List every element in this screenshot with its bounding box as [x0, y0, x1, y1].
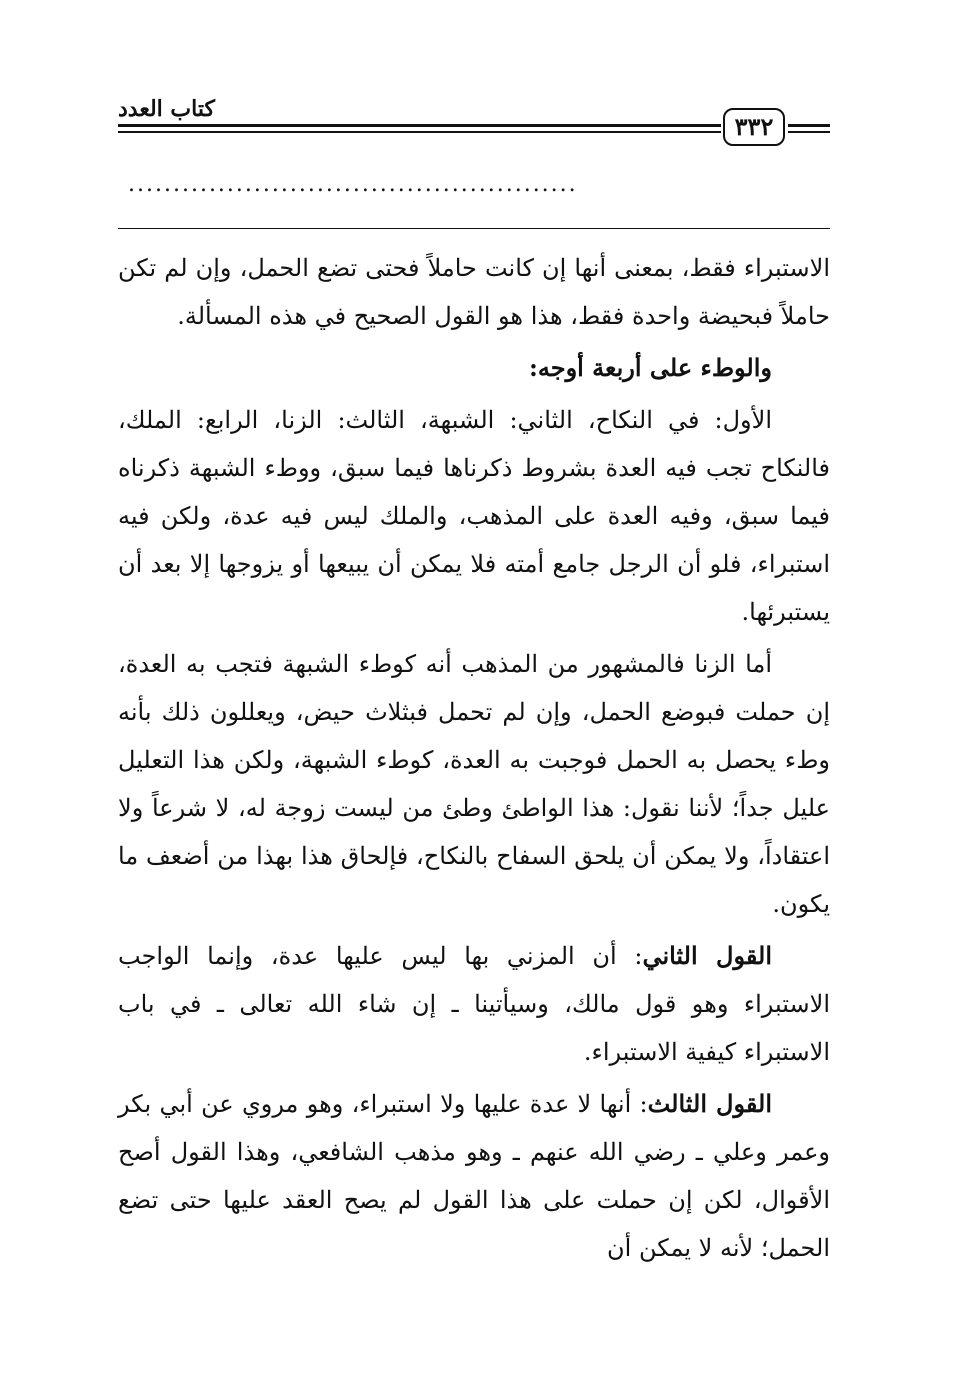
paragraph-5-label: القول الثالث	[647, 1089, 772, 1118]
page-number: ٣٣٢	[723, 108, 785, 146]
section-heading: والوطء على أربعة أوجه:	[529, 353, 772, 382]
dotted-separator: ..................................................	[128, 172, 578, 197]
paragraph-5-text: : أنها لا عدة عليها ولا استبراء، وهو مروي عن أبي بكر وعمر وعلي ـ رضي الله عنهم ـ وهو مذهب الشافعي، وهذا القول أصح الأقوال، لكن إن حملت على هذا القول لم يصح العقد عليها حتى تضع الحمل؛ لأنه لا يمكن أن	[118, 1090, 830, 1262]
paragraph-1: الاستبراء فقط، بمعنى أنها إن كانت حاملاً فحتى تضع الحمل، وإن لم تكن حاملاً فبحيضة واحدة فقط، هذا هو القول الصحيح في هذه المسألة.	[118, 254, 830, 330]
paragraph-3: أما الزنا فالمشهور من المذهب أنه كوطء الشبهة فتجب به العدة، إن حملت فبوضع الحمل، وإن لم تحمل فبثلاث حيض، ويعللون ذلك بأنه وطء يحصل به الحمل فوجبت به العدة، كوطء الشبهة، ولكن هذا التعليل عليل جداً؛ لأننا نقول: هذا الواطئ وطئ من ليست زوجة له، لا شرعاً ولا اعتقاداً، ولا يمكن أن يلحق السفاح بالنكاح، فإلحاق هذا بهذا من أضعف ما يكون.	[118, 650, 831, 918]
paragraph-2: الأول: في النكاح، الثاني: الشبهة، الثالث: الزنا، الرابع: الملك، فالنكاح تجب فيه العدة بشروط ذكرناها فيما سبق، ووطء الشبهة ذكرناه فيما سبق، وفيه العدة على المذهب، والملك ليس فيه عدة، ولكن فيه استبراء، فلو أن الرجل جامع أمته فلا يمكن أن يبيعها أو يزوجها إلا بعد أن يستبرئها.	[118, 406, 830, 626]
paragraph-5	[118, 1080, 830, 1272]
body-text	[118, 244, 830, 1276]
paragraph-4-label: القول الثاني	[642, 941, 773, 970]
paragraph-4	[118, 932, 830, 1076]
header-rule-short	[788, 124, 830, 133]
header-title: كتاب العدد	[118, 96, 215, 122]
separator-rule	[118, 228, 830, 229]
paragraph-4-text: : أن المزني بها ليس عليها عدة، وإنما الواجب الاستبراء وهو قول مالك، وسيأتينا ـ إن شاء الله تعالى ـ في باب الاستبراء كيفية الاستبراء.	[118, 942, 830, 1066]
header-rule	[118, 124, 721, 133]
